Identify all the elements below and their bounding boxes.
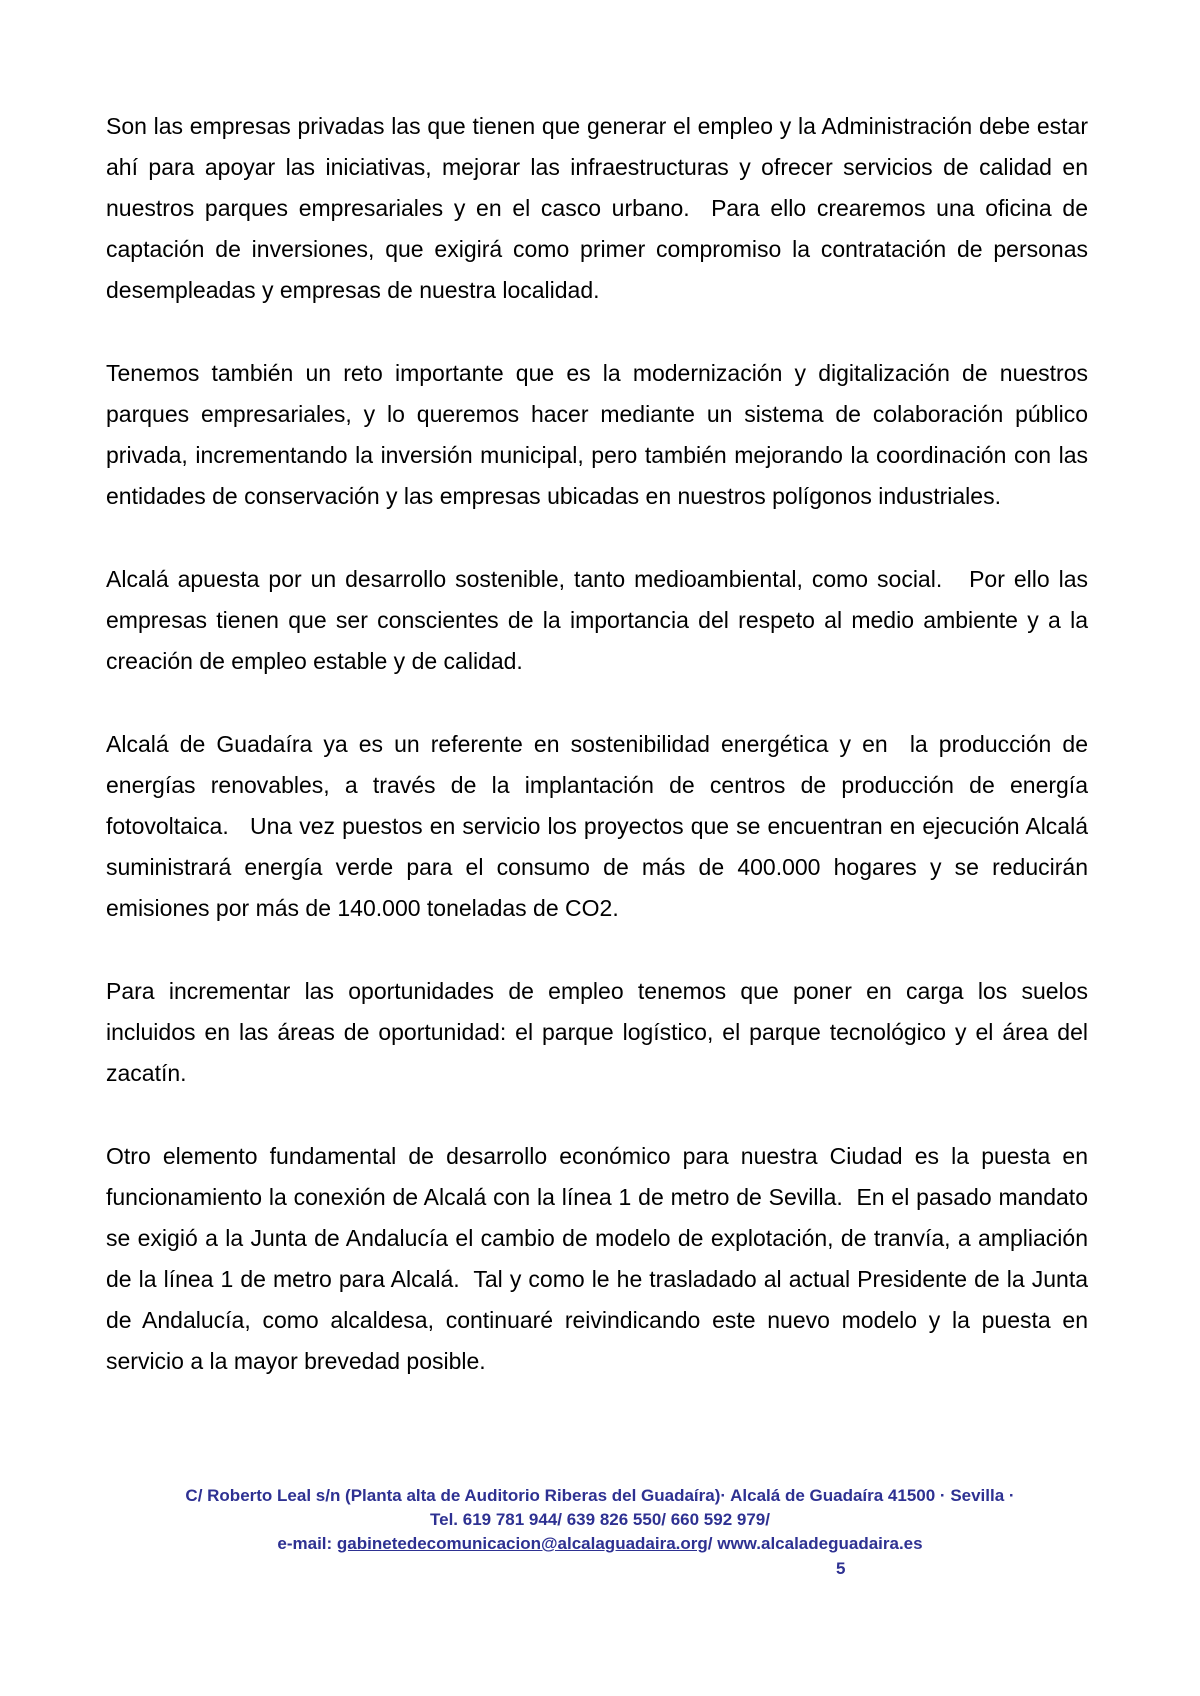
email-link[interactable]: gabinetedecomunicacion@alcalaguadaira.org bbox=[336, 1534, 708, 1553]
body-paragraph: Tenemos también un reto importante que es la modernización y digitalización de nuestros parques empresariales, y lo queremos hacer mediante un sistema de colaboración público privada, incrementando la inversión municipal, pero también mejorando la coordinación con las entidades de conservación y las empresas ubicadas en nuestros polígonos industriales. bbox=[106, 360, 1088, 509]
footer-contact-line bbox=[100, 1532, 1100, 1556]
footer-phone: Tel. 619 781 944/ 639 826 550/ 660 592 979/ bbox=[430, 1510, 770, 1529]
document-body bbox=[106, 106, 1088, 1382]
body-paragraph: Otro elemento fundamental de desarrollo económico para nuestra Ciudad es la puesta en funcionamiento la conexión de Alcalá con la línea 1 de metro de Sevilla. En el pasado mandato se exigió a la Junta de Andalucía el cambio de modelo de explotación, de tranvía, a ampliación de la línea 1 de metro para Alcalá. Tal y como le he trasladado al actual Presidente de la Junta de Andalucía, como alcaldesa, continuaré reivindicando este nuevo modelo y la puesta en servicio a la mayor brevedad posible. bbox=[106, 1143, 1088, 1374]
body-paragraph: Son las empresas privadas las que tienen que generar el empleo y la Administración debe estar ahí para apoyar las iniciativas, mejorar las infraestructuras y ofrecer servicios de calidad en nuestros parques empresariales y en el casco urbano. Para ello crearemos una oficina de captación de inversiones, que exigirá como primer compromiso la contratación de personas desempleadas y empresas de nuestra localidad. bbox=[106, 113, 1088, 303]
footer-email-label: e-mail: bbox=[277, 1534, 337, 1553]
footer-website: / www.alcaladeguadaira.es bbox=[707, 1534, 923, 1553]
body-paragraph: Alcalá de Guadaíra ya es un referente en sostenibilidad energética y en la producción de energías renovables, a través de la implantación de centros de producción de energía fotovoltaica. Una vez puestos en servicio los proyectos que se encuentran en ejecución Alcalá suministrará energía verde para el consumo de más de 400.000 hogares y se reducirán emisiones por más de 140.000 toneladas de CO2. bbox=[106, 731, 1088, 921]
body-paragraph: Para incrementar las oportunidades de empleo tenemos que poner en carga los suelos incluidos en las áreas de oportunidad: el parque logístico, el parque tecnológico y el área del zacatín. bbox=[106, 978, 1088, 1086]
body-paragraph: Alcalá apuesta por un desarrollo sostenible, tanto medioambiental, como social. Por ello las empresas tienen que ser conscientes de la importancia del respeto al medio ambiente y a la creación de empleo estable y de calidad. bbox=[106, 566, 1088, 674]
page-footer bbox=[100, 1484, 1100, 1556]
page-number: 5 bbox=[836, 1559, 846, 1578]
footer-address: C/ Roberto Leal s/n (Planta alta de Auditorio Riberas del Guadaíra)· Alcalá de Guadaíra 41500 · Sevilla · bbox=[185, 1486, 1015, 1505]
